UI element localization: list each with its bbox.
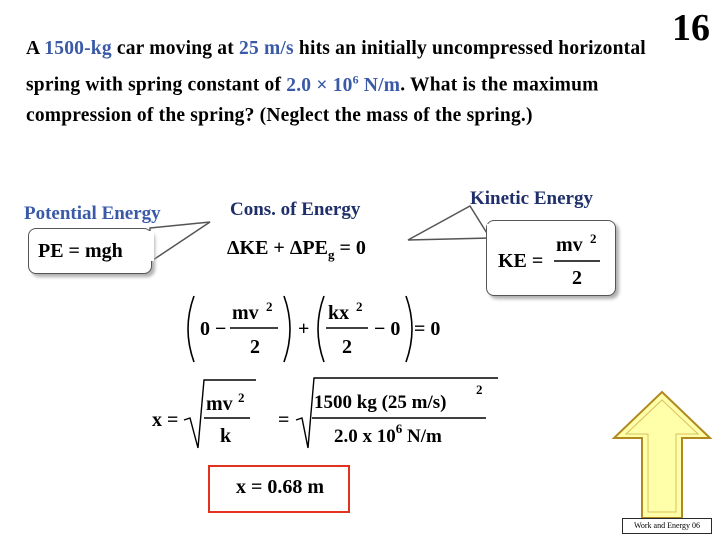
step1-minus-zero: − 0 — [374, 318, 401, 340]
step2-equals: = — [278, 409, 290, 431]
problem-speed: 25 m/s — [239, 38, 294, 59]
step1-zero-minus: 0 − — [200, 318, 227, 340]
step2-x-equals: x = — [152, 409, 179, 431]
step1-num2: kx — [328, 302, 350, 324]
problem-text-1: A — [26, 38, 45, 59]
step2-num2: 1500 kg (25 m/s) — [314, 392, 447, 413]
result-value: x = 0.68 m — [236, 476, 325, 498]
label-kinetic-energy: Kinetic Energy — [470, 188, 593, 209]
svg-text:2.0 x 106 N/m — [334, 421, 442, 447]
problem-mass: 1500-kg — [44, 38, 112, 59]
step1-den2: 2 — [342, 336, 352, 358]
step2-den2-unit: N/m — [402, 426, 442, 447]
cons-lhs: ΔKE + ΔPE — [227, 237, 328, 259]
compression-equation — [148, 374, 508, 456]
label-potential-energy: Potential Energy — [24, 203, 161, 224]
step2-exp2: 2 — [476, 382, 483, 397]
cons-rhs: = 0 — [334, 237, 366, 259]
step2-den: k — [220, 425, 232, 447]
pe-callout-pointer — [150, 222, 210, 262]
problem-text-4: . What is the maximum compression of the spring? (Neglect the mass of the spring.) — [26, 74, 599, 126]
step1-exp1: 2 — [266, 299, 273, 314]
left-paren-2 — [318, 296, 324, 362]
step2-den2: 2.0 x 10 — [334, 426, 396, 447]
ke-callout-pointer — [408, 206, 490, 240]
up-arrow-icon[interactable] — [610, 390, 714, 520]
energy-balance-equation — [180, 292, 470, 366]
ke-formula — [490, 222, 614, 294]
step1-den1: 2 — [250, 336, 260, 358]
problem-k-exp: 6 — [352, 72, 359, 86]
ke-numerator: mv — [556, 234, 583, 256]
cons-subscript: g — [327, 247, 335, 262]
right-paren-2 — [406, 296, 412, 362]
step2-num: mv — [206, 393, 233, 415]
label-conservation-energy: Cons. of Energy — [230, 199, 361, 220]
step2-exp: 2 — [238, 390, 245, 405]
pe-formula: PE = mgh — [38, 240, 123, 262]
problem-text-2: car moving at — [111, 38, 240, 59]
ke-denominator: 2 — [572, 267, 582, 289]
ke-exponent: 2 — [590, 231, 597, 246]
step1-exp2: 2 — [356, 299, 363, 314]
sqrt-sign-2 — [296, 378, 498, 448]
step1-num1: mv — [232, 302, 259, 324]
step2-den2-exp: 6 — [395, 421, 403, 436]
problem-text-3: hits an initially uncompressed horizontal spring with spring constant of — [26, 38, 646, 96]
footer-label: Work and Energy 06 — [622, 518, 712, 534]
slide-number: 16 — [672, 7, 710, 49]
problem-k-unit: N/m — [358, 74, 401, 96]
right-paren-1 — [284, 296, 290, 362]
problem-k-base: 2.0 × 10 — [286, 74, 353, 96]
conservation-equation — [227, 237, 366, 263]
ke-lhs: KE = — [498, 250, 544, 272]
step1-plus: + — [298, 318, 310, 340]
left-paren — [188, 296, 194, 362]
step1-equals-zero: = 0 — [414, 318, 441, 340]
